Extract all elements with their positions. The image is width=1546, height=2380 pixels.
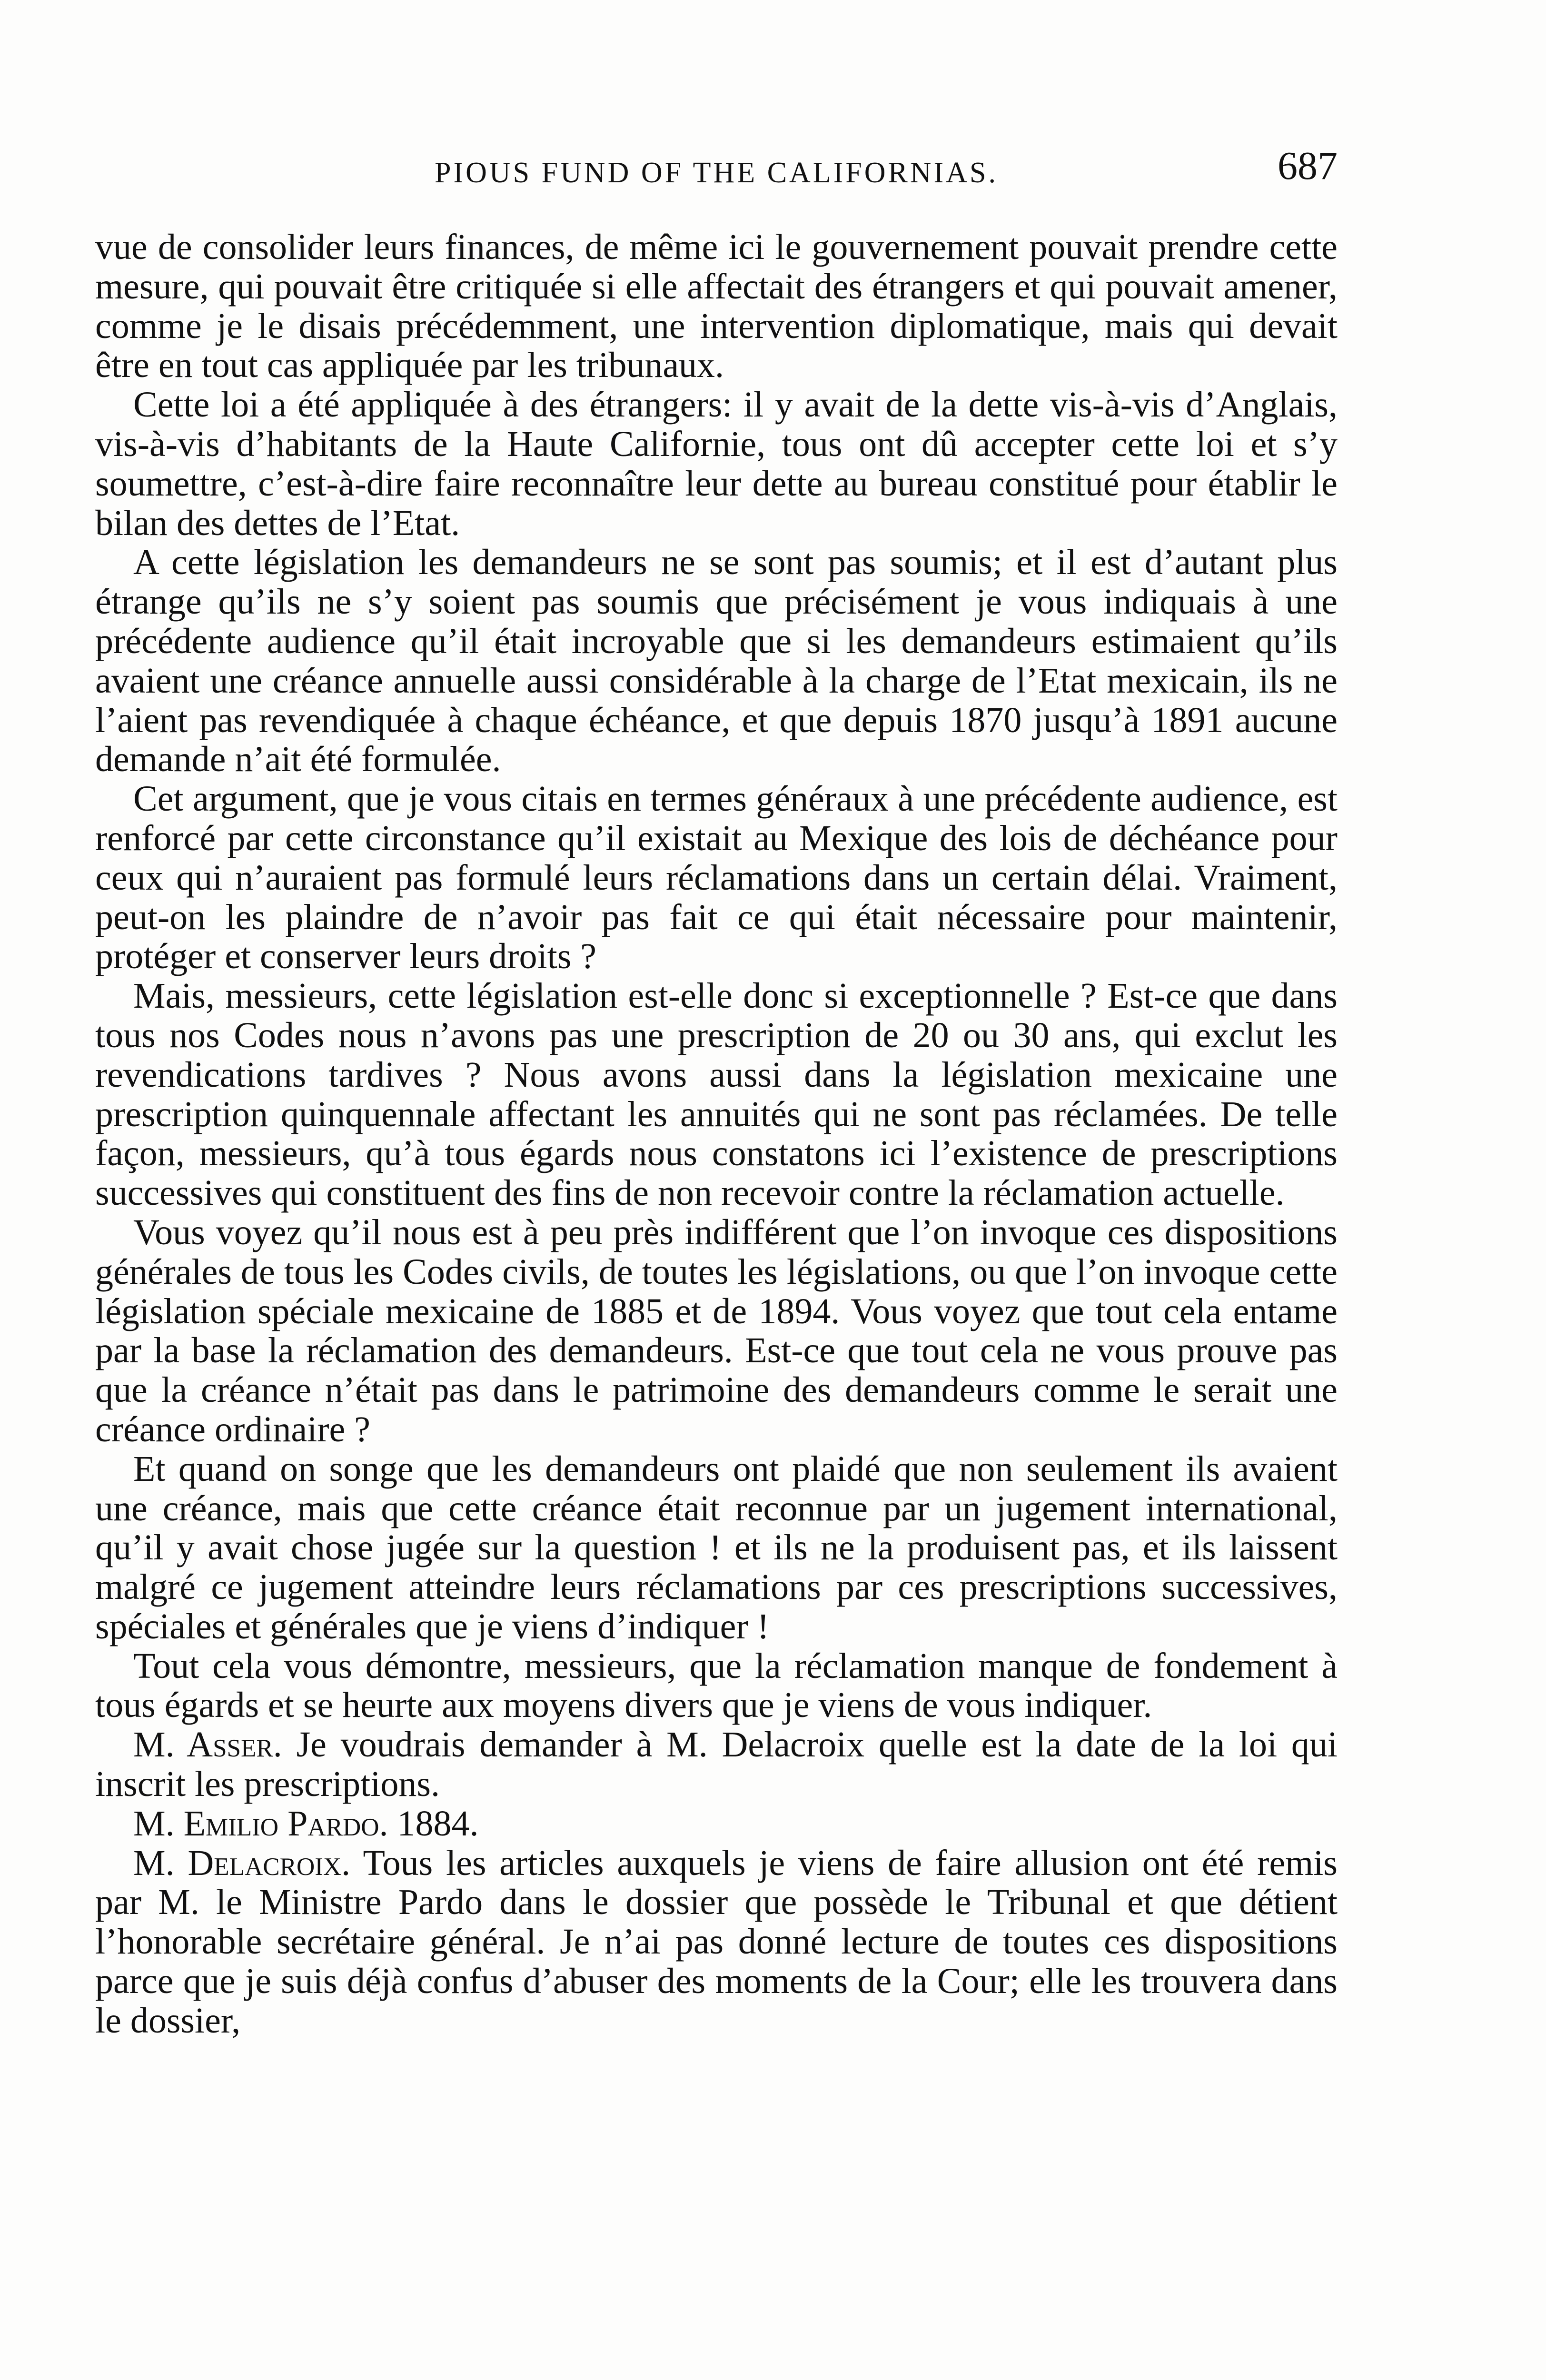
page-number: 687 (1278, 144, 1338, 188)
paragraph: Cette loi a été appliquée à des étrangers: il y avait de la dette vis-à-vis d’Anglais, vis-à-vis d’habitants de la Haute Californie, tous ont dû accepter cette loi et s’y soumettre, c’est-à-dire faire reconnaître leur dette au bureau constitué pour établir le bilan des dettes de l’Etat. (95, 385, 1338, 543)
running-title: PIOUS FUND OF THE CALIFORNIAS. (434, 157, 999, 189)
paragraph: A cette législation les demandeurs ne se sont pas soumis; et il est d’autant plus étrange qu’ils ne s’y soient pas soumis que précisément je vous indiquais à une précédente audience qu’il était incroyable que si les demandeurs estimaient qu’ils avaient une créance annuelle aussi considérable à la charge de l’Etat mexicain, ils ne l’aient pas revendiquée à chaque échéance, et que depuis 1870 jusqu’à 1891 aucune demande n’ait été formulée. (95, 542, 1338, 780)
speaker-name: M. Emilio Pardo. (133, 1803, 388, 1844)
paragraph: Mais, messieurs, cette législation est-elle donc si exceptionnelle ? Est-ce que dans tous nos Codes nous n’avons pas une prescription de 20 ou 30 ans, qui exclut les revendications tardives ? Nous avons aussi dans la législation mexicaine une prescription quinquennale affectant les annuités qui ne sont pas réclamées. De telle façon, messieurs, qu’à tous égards nous constatons ici l’existence de prescriptions successives qui constituent des fins de non recevoir contre la réclamation actuelle. (95, 976, 1338, 1213)
paragraph: Tout cela vous démontre, messieurs, que la réclamation manque de fondement à tous égards et se heurte aux moyens divers que je viens de vous indiquer. (95, 1646, 1338, 1726)
speech-text: Je voudrais demander à M. Delacroix quelle est la date de la loi qui inscrit les prescriptions. (95, 1725, 1338, 1805)
paragraph: Cet argument, que je vous citais en termes généraux à une précédente audience, est renforcé par cette circonstance qu’il existait au Mexique des lois de déchéance pour ceux qui n’auraient pas formulé leurs réclamations dans un certain délai. Vraiment, peut-on les plaindre de n’avoir pas fait ce qui était nécessaire pour maintenir, protéger et conserver leurs droits ? (95, 779, 1338, 977)
dialogue-line (95, 1725, 1338, 1804)
speaker-name: M. Asser. (133, 1725, 282, 1765)
dialogue-line (95, 1804, 1338, 1844)
paragraph-continued: vue de consolider leurs finances, de même ici le gouvernement pouvait prendre cette mesure, qui pouvait être critiquée si elle affectait des étrangers et qui pouvait amener, comme je le disais précédemment, une intervention diplomatique, mais qui devait être en tout cas appliquée par les tribunaux. (95, 228, 1338, 386)
paragraph: Vous voyez qu’il nous est à peu près indifférent que l’on invoque ces dispositions générales de tous les Codes civils, de toutes les législations, ou que l’on invoque cette législation spéciale mexicaine de 1885 et de 1894. Vous voyez que tout cela entame par la base la réclamation des demandeurs. Est-ce que tout cela ne vous prouve pas que la créance n’était pas dans le patrimoine des demandeurs comme le serait une créance ordinaire ? (95, 1212, 1338, 1449)
dialogue-line (95, 1844, 1338, 2041)
speech-text: 1884. (397, 1803, 479, 1844)
speech-text: Tous les articles auxquels je viens de faire allusion ont été remis par M. le Ministre Pardo dans le dossier que possède le Tribunal et que détient l’honorable secrétaire général. Je n’ai pas donné lecture de toutes ces dispositions parce que je suis déjà confus d’abuser des moments de la Cour; elle les trouvera dans le dossier, (95, 1843, 1338, 2041)
paragraph: Et quand on songe que les demandeurs ont plaidé que non seulement ils avaient une créance, mais que cette créance était reconnue par un jugement international, qu’il y avait chose jugée sur la question ! et ils ne la produisent pas, et ils laissent malgré ce jugement atteindre leurs réclamations par ces prescriptions successives, spéciales et générales que je viens d’indiquer ! (95, 1448, 1338, 1646)
speaker-name: M. Delacroix. (133, 1843, 351, 1883)
body-text (95, 228, 1338, 2380)
running-head (95, 143, 1338, 195)
